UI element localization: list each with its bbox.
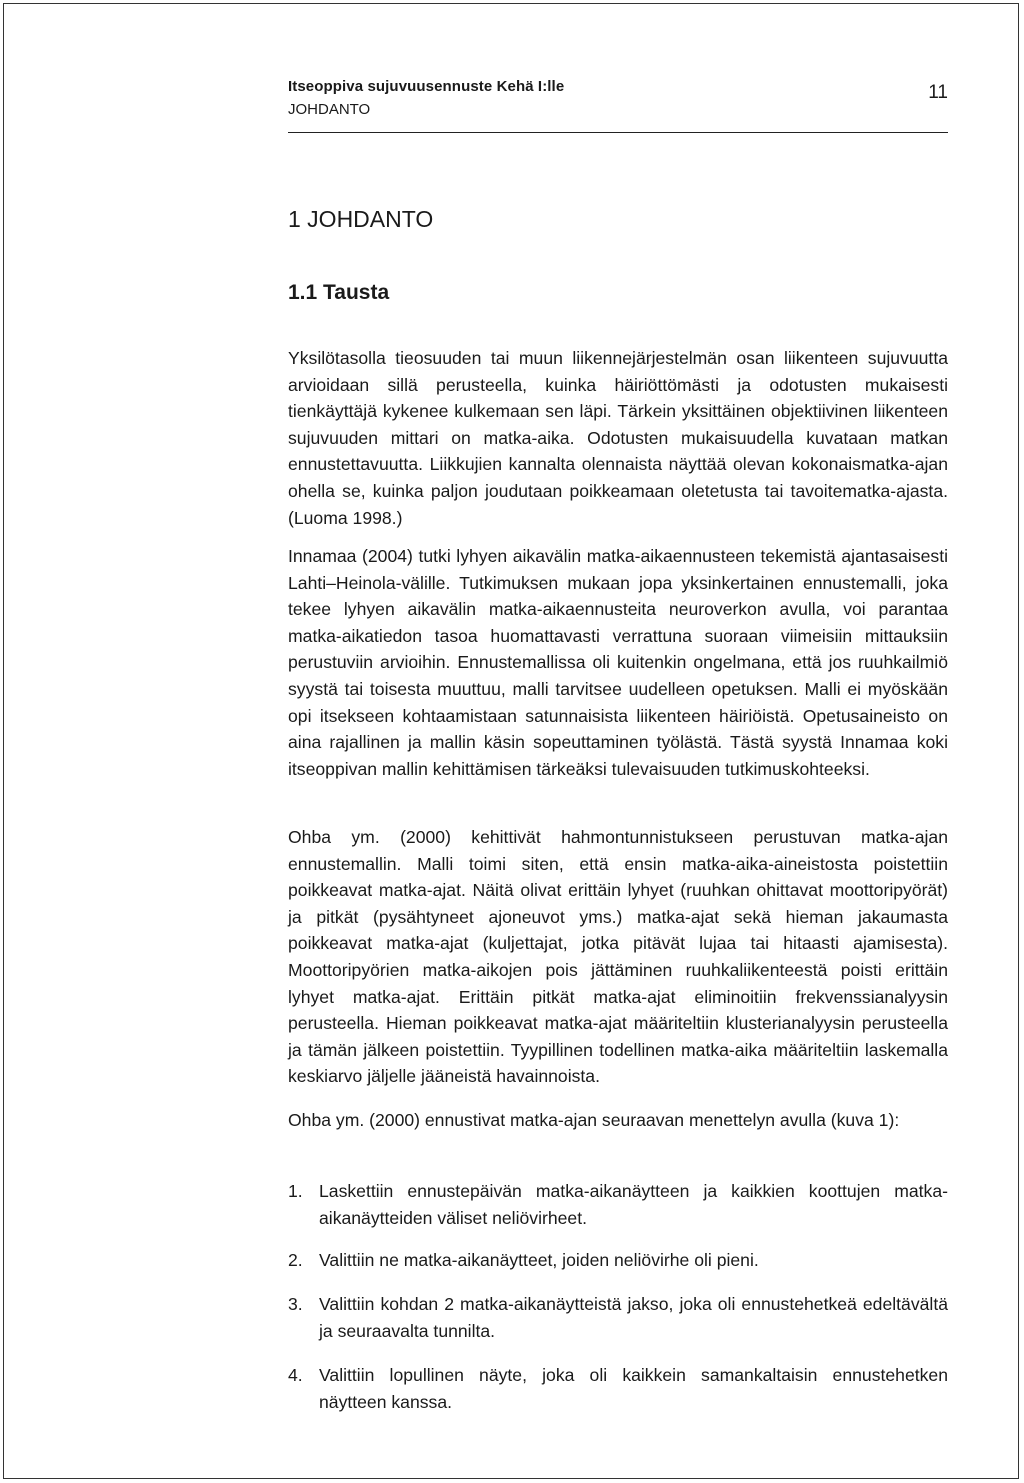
list-item-number: 3. xyxy=(288,1294,303,1314)
list-item-number: 2. xyxy=(288,1250,303,1270)
list-item-text: Laskettiin ennustepäivän matka-aikanäytteen ja kaikkien koottujen matka-aikanäytteiden väliset neliövirheet. xyxy=(319,1181,948,1228)
running-header xyxy=(288,78,948,133)
paragraph-ohba-procedure: Ohba ym. (2000) ennustivat matka-ajan seuraavan menettelyn avulla (kuva 1): xyxy=(288,1110,900,1130)
paragraph-luoma: Yksilötasolla tieosuuden tai muun liikennejärjestelmän osan liikenteen sujuvuutta arvioidaan sillä perusteella, kuinka häiriöttömästi ja odotusten mukaisesti tienkäyttäjä kykenee kulkemaan sen läpi. Tärkein yksittäinen objektiivinen liikenteen sujuvuuden mittari on matka-aika. Odotusten mukaisuudella kuvataan matkan ennustettavuutta. Liikkujien kannalta olennaista näyttää olevan kokonaismatka-ajan ohella se, kuinka paljon joudutaan poikkeamaan oletetusta tai tavoitematka-ajasta. (Luoma 1998.) xyxy=(288,348,948,528)
list-item-text: Valittiin lopullinen näyte, joka oli kaikkein samankaltaisin ennustehetken näytteen kanssa. xyxy=(319,1365,948,1412)
list-item-text: Valittiin kohdan 2 matka-aikanäytteistä jakso, joka oli ennustehetkeä edeltävältä ja seuraavalta tunnilta. xyxy=(319,1294,948,1341)
header-section: JOHDANTO xyxy=(288,101,371,118)
chapter-heading: 1 JOHDANTO xyxy=(288,206,434,232)
paragraph-ohba-model: Ohba ym. (2000) kehittivät hahmontunnistukseen perustuvan matka-ajan ennustemallin. Malli toimi siten, että ensin matka-aika-aineistosta poistettiin poikkeavat matka-ajat. Näitä olivat erittäin lyhyet (ruuhkan ohittavat moottoripyörät) ja pitkät (pysähtyneet ajoneuvot yms.) matka-ajat sekä hieman jakaumasta poikkeavat matka-ajat (kuljettajat, jotka pitävät lujaa tai hitaasti ajamisesta). Moottoripyörien matka-aikojen pois jättäminen ruuhkaliikenteestä poisti erittäin lyhyet matka-ajat. Erittäin pitkät matka-ajat eliminoitiin frekvenssianalyysin perusteella. Hieman poikkeavat matka-ajat määriteltiin klusterianalyysin perusteella ja tämän jälkeen poistettiin. Tyypillinen todellinen matka-aika määriteltiin laskemalla keskiarvo jäljelle jääneistä havainnoista. xyxy=(288,827,948,1087)
list-item-text: Valittiin ne matka-aikanäytteet, joiden neliövirhe oli pieni. xyxy=(319,1250,759,1270)
list-item-number: 4. xyxy=(288,1365,303,1385)
page-number: 11 xyxy=(928,82,948,103)
section-heading: 1.1 Tausta xyxy=(288,281,390,304)
paragraph-innamaa: Innamaa (2004) tutki lyhyen aikavälin matka-aikaennusteen tekemistä ajantasaisesti Lahti–Heinola-välille. Tutkimuksen mukaan jopa yksinkertainen ennustemalli, joka tekee lyhyen aikavälin matka-aikaennusteita neuroverkon avulla, voi parantaa matka-aikatiedon tasoa huomattavasti verrattuna suoraan viimeisiin mittauksiin perustuviin arvioihin. Ennustemallissa oli kuitenkin ongelmana, että jos ruuhkailmiö syystä tai toisesta muuttuu, malli tarvitsee uudelleen opetuksen. Malli ei myöskään opi itsekseen kohtaamistaan satunnaisista liikenteen häiriöistä. Opetusaineisto on aina rajallinen ja mallin käsin sopeuttaminen työlästä. Tästä syystä Innamaa koki itseoppivan mallin kehittämisen tärkeäksi tulevaisuuden tutkimuskohteeksi. xyxy=(288,546,948,779)
list-item-number: 1. xyxy=(288,1181,303,1201)
header-title: Itseoppiva sujuvuusennuste Kehä I:lle xyxy=(288,78,565,95)
